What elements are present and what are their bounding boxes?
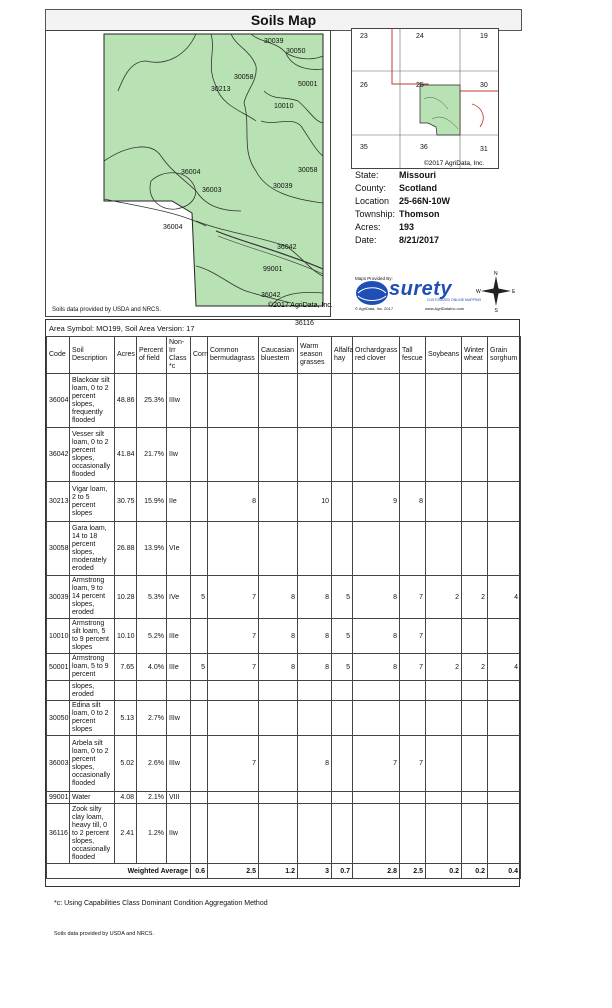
cell-soy [426,736,462,792]
area-symbol: Area Symbol: MO199, Soil Area Version: 17 [49,324,195,333]
map-unit-label: 30213 [211,86,231,93]
cell-code: 50001 [47,654,70,681]
cell-alfalfa [332,374,353,428]
column-header: Common bermudagrass [208,337,259,374]
cell-soy [426,681,462,701]
cell-warm: 8 [298,576,332,619]
cell-cls [167,681,191,701]
table-header-row [47,337,521,374]
cell-desc: Water [70,792,115,804]
weighted-average-row [47,864,521,879]
cell-orchard [353,792,400,804]
cell-corn [191,804,208,864]
weighted-warm: 3 [298,864,332,879]
cell-wheat: 2 [462,576,488,619]
cell-orchard [353,804,400,864]
cell-wheat [462,804,488,864]
cell-warm [298,701,332,736]
surety-website: www.AgriDataInc.com [425,306,465,311]
column-header: Percent of field [137,337,167,374]
cell-sorghum [488,681,521,701]
cell-soy [426,522,462,576]
map-unit-label: 30058 [298,167,318,174]
cell-pct: 2.7% [137,701,167,736]
cell-caucasian [259,701,298,736]
cell-soy [426,792,462,804]
cell-code: 30213 [47,482,70,522]
table-row [47,701,521,736]
county-label: County: [355,183,387,193]
cell-wheat [462,792,488,804]
cell-alfalfa [332,804,353,864]
compass-w: W [476,289,481,295]
cell-acres: 30.75 [115,482,137,522]
cell-pct: 1.2% [137,804,167,864]
map-unit-label: 36116 [295,320,314,327]
table-row [47,522,521,576]
cell-warm [298,428,332,482]
cell-wheat [462,736,488,792]
cell-alfalfa [332,428,353,482]
cell-cls: IVe [167,576,191,619]
cell-bermuda: 7 [208,654,259,681]
date-label: Date: [355,235,377,245]
cell-acres: 10.28 [115,576,137,619]
cell-bermuda [208,522,259,576]
location-label: Location [355,196,390,206]
cell-fescue [400,522,426,576]
cell-bermuda [208,701,259,736]
cell-warm: 8 [298,619,332,654]
cell-caucasian [259,428,298,482]
cell-soy [426,619,462,654]
cell-warm: 10 [298,482,332,522]
cell-wheat [462,681,488,701]
cell-alfalfa [332,792,353,804]
cell-bermuda: 8 [208,482,259,522]
cell-bermuda [208,374,259,428]
cell-alfalfa: 5 [332,654,353,681]
cell-desc: Vesser silt loam, 0 to 2 percent slopes, occasionally flooded [70,428,115,482]
cell-bermuda [208,804,259,864]
cell-warm [298,374,332,428]
cell-alfalfa [332,482,353,522]
cell-alfalfa: 5 [332,619,353,654]
cell-cls: IIIe [167,654,191,681]
map-unit-label: 30039 [273,183,293,190]
cell-caucasian [259,792,298,804]
table-row [47,482,521,522]
weighted-corn: 0.6 [191,864,208,879]
cell-fescue: 7 [400,654,426,681]
cell-corn [191,522,208,576]
weighted-soy: 0.2 [426,864,462,879]
footnote: *c: Using Capabilities Class Dominant Condition Aggregation Method [54,900,268,907]
table-row [47,428,521,482]
section-number: 19 [480,33,488,40]
cell-caucasian: 8 [259,576,298,619]
cell-bermuda: 7 [208,619,259,654]
cell-orchard [353,374,400,428]
cell-code: 30039 [47,576,70,619]
cell-cls: IIIw [167,374,191,428]
cell-pct: 5.3% [137,576,167,619]
map-unit-label: 36042 [261,292,281,299]
cell-soy [426,482,462,522]
surety-brand: surety [389,278,453,300]
cell-caucasian: 8 [259,654,298,681]
cell-sorghum: 4 [488,654,521,681]
map-data-credit: Soils data provided by USDA and NRCS. [52,307,162,313]
cell-cls: IIIw [167,701,191,736]
cell-desc: Blackoar silt loam, 0 to 2 percent slopes, frequently flooded [70,374,115,428]
cell-pct: 13.9% [137,522,167,576]
weighted-average-label: Weighted Average [47,864,191,879]
compass-e: E [512,289,516,295]
cell-orchard: 8 [353,654,400,681]
map-unit-label: 30058 [234,74,254,81]
cell-desc: Armstrong loam, 5 to 9 percent [70,654,115,681]
cell-acres: 4.08 [115,792,137,804]
section-number: 36 [420,144,428,151]
section-number: 24 [416,33,424,40]
column-header: Soil Description [70,337,115,374]
cell-sorghum: 4 [488,576,521,619]
county-value: Scotland [399,183,438,193]
cell-cls: IIIw [167,736,191,792]
cell-acres: 48.86 [115,374,137,428]
cell-code: 10010 [47,619,70,654]
table-row [47,792,521,804]
column-header: Non-Irr Class *c [167,337,191,374]
cell-code: 36042 [47,428,70,482]
column-header: Orchardgrass red clover [353,337,400,374]
section-number: 35 [360,144,368,151]
cell-bermuda: 7 [208,576,259,619]
footer-credit: Soils data provided by USDA and NRCS. [54,931,154,937]
cell-wheat [462,428,488,482]
cell-warm: 8 [298,736,332,792]
cell-cls: IIe [167,482,191,522]
cell-orchard: 9 [353,482,400,522]
cell-desc: Gara loam, 14 to 18 percent slopes, moderately eroded [70,522,115,576]
cell-acres: 2.41 [115,804,137,864]
cell-orchard [353,428,400,482]
cell-sorghum [488,522,521,576]
cell-acres: 7.65 [115,654,137,681]
weighted-sorghum: 0.4 [488,864,521,879]
surety-copyright: © AgriData, Inc. 2017 [355,306,394,311]
cell-wheat [462,522,488,576]
section-number: 31 [480,146,488,153]
map-unit-label: 36042 [277,244,297,251]
cell-sorghum [488,482,521,522]
compass-rose-icon [476,270,516,312]
section-number: 23 [360,33,368,40]
cell-cls: IIIe [167,619,191,654]
cell-wheat [462,701,488,736]
weighted-orchard: 2.8 [353,864,400,879]
cell-caucasian [259,374,298,428]
map-unit-label: 36004 [181,169,201,176]
section-number: 26 [360,82,368,89]
cell-fescue [400,792,426,804]
cell-corn [191,428,208,482]
locator-graphic [352,29,498,168]
map-unit-label: 50001 [298,81,318,88]
soils-table-panel [45,319,520,887]
cell-fescue [400,428,426,482]
weighted-wheat: 0.2 [462,864,488,879]
column-header: Tall fescue [400,337,426,374]
cell-pct [137,681,167,701]
column-header: Corn [191,337,208,374]
weighted-fescue: 2.5 [400,864,426,879]
table-row [47,654,521,681]
date-value: 8/21/2017 [399,235,440,245]
cell-desc: slopes, eroded [70,681,115,701]
column-header: Warm season grasses [298,337,332,374]
cell-alfalfa [332,681,353,701]
column-header: Soybeans [426,337,462,374]
state-value: Missouri [399,170,437,180]
cell-warm [298,792,332,804]
cell-cls: IIw [167,428,191,482]
cell-wheat: 2 [462,654,488,681]
cell-corn [191,482,208,522]
cell-corn: 5 [191,654,208,681]
cell-fescue: 7 [400,619,426,654]
cell-sorghum [488,428,521,482]
cell-corn [191,681,208,701]
cell-desc: Vigar loam, 2 to 5 percent slopes [70,482,115,522]
cell-pct: 5.2% [137,619,167,654]
map-unit-label: 30050 [286,48,306,55]
soils-table [46,336,521,879]
cell-corn [191,619,208,654]
cell-soy [426,701,462,736]
cell-wheat [462,482,488,522]
cell-fescue [400,374,426,428]
cell-orchard [353,522,400,576]
cell-desc: Armstrong loam, 9 to 14 percent slopes, eroded [70,576,115,619]
cell-code: 36004 [47,374,70,428]
cell-orchard [353,681,400,701]
cell-fescue [400,681,426,701]
cell-acres: 10.10 [115,619,137,654]
cell-alfalfa [332,701,353,736]
cell-desc: Edina silt loam, 0 to 2 percent slopes [70,701,115,736]
globe-icon [355,280,389,306]
cell-code: 30050 [47,701,70,736]
cell-alfalfa [332,736,353,792]
cell-soy [426,804,462,864]
cell-fescue: 8 [400,482,426,522]
cell-wheat [462,619,488,654]
map-unit-label: 10010 [274,103,294,110]
acres-label: Acres: [355,222,381,232]
cell-warm [298,804,332,864]
cell-wheat [462,374,488,428]
cell-corn [191,374,208,428]
cell-corn [191,792,208,804]
cell-pct: 25.3% [137,374,167,428]
cell-cls: VIe [167,522,191,576]
cell-caucasian [259,804,298,864]
cell-corn [191,736,208,792]
section-number: 25 [416,82,424,89]
cell-acres [115,681,137,701]
cell-bermuda [208,792,259,804]
cell-sorghum [488,792,521,804]
cell-pct: 21.7% [137,428,167,482]
table-row [47,681,521,701]
cell-soy: 2 [426,576,462,619]
table-row [47,576,521,619]
cell-caucasian: 8 [259,619,298,654]
cell-fescue: 7 [400,576,426,619]
compass-n: N [494,271,498,277]
cell-orchard: 8 [353,619,400,654]
cell-alfalfa: 5 [332,576,353,619]
cell-fescue: 7 [400,736,426,792]
table-row [47,374,521,428]
locator-map [351,28,499,169]
cell-cls: IIw [167,804,191,864]
cell-pct: 2.6% [137,736,167,792]
cell-corn [191,701,208,736]
cell-pct: 2.1% [137,792,167,804]
location-value: 25-66N-10W [399,196,451,206]
surety-tagline: CUSTOMIZED ONLINE MAPPING [427,298,482,302]
table-row [47,804,521,864]
cell-acres: 26.88 [115,522,137,576]
column-header: Code [47,337,70,374]
cell-sorghum [488,701,521,736]
map-unit-label: 36004 [163,224,183,231]
acres-value: 193 [399,222,415,232]
cell-sorghum [488,619,521,654]
cell-desc: Armstrong silt loam, 5 to 9 percent slopes [70,619,115,654]
cell-desc: Arbela silt loam, 0 to 2 percent slopes, occasionally flooded [70,736,115,792]
cell-bermuda [208,428,259,482]
cell-caucasian [259,522,298,576]
cell-code: 99001 [47,792,70,804]
soils-map [45,30,333,327]
cell-fescue [400,701,426,736]
township-label: Township: [355,209,396,219]
cell-warm: 8 [298,654,332,681]
map-unit-label: 36003 [202,187,222,194]
cell-orchard [353,701,400,736]
soils-map-graphic [46,31,333,327]
map-unit-label: 99001 [263,266,283,273]
cell-sorghum [488,736,521,792]
weighted-bermuda: 2.5 [208,864,259,879]
cell-desc: Zook silty clay loam, heavy till, 0 to 2 percent slopes, occasionally flooded [70,804,115,864]
state-label: State: [355,170,379,180]
map-copyright: ©2017 AgriData, Inc. [268,302,333,309]
column-header: Acres [115,337,137,374]
cell-acres: 5.02 [115,736,137,792]
cell-sorghum [488,374,521,428]
cell-code: 36116 [47,804,70,864]
column-header: Caucasian bluestem [259,337,298,374]
column-header: Grain sorghum [488,337,521,374]
map-unit-label: 30039 [264,38,284,45]
cell-soy [426,428,462,482]
cell-code: 36003 [47,736,70,792]
cell-acres: 41.84 [115,428,137,482]
cell-caucasian [259,681,298,701]
cell-warm [298,681,332,701]
cell-cls: VIII [167,792,191,804]
cell-code: 30058 [47,522,70,576]
cell-soy [426,374,462,428]
cell-orchard: 8 [353,576,400,619]
cell-sorghum [488,804,521,864]
cell-bermuda: 7 [208,736,259,792]
cell-warm [298,522,332,576]
table-row [47,736,521,792]
cell-alfalfa [332,522,353,576]
column-header: Alfalfa hay [332,337,353,374]
cell-corn: 5 [191,576,208,619]
cell-orchard: 7 [353,736,400,792]
location-info [355,169,450,247]
compass-s: S [494,308,498,314]
cell-bermuda [208,681,259,701]
locator-copyright: ©2017 AgriData, Inc. [424,160,485,167]
cell-code [47,681,70,701]
weighted-caucasian: 1.2 [259,864,298,879]
cell-fescue [400,804,426,864]
township-value: Thomson [399,209,440,219]
cell-soy: 2 [426,654,462,681]
cell-pct: 4.0% [137,654,167,681]
cell-caucasian [259,736,298,792]
cell-caucasian [259,482,298,522]
cell-pct: 15.9% [137,482,167,522]
weighted-alfalfa: 0.7 [332,864,353,879]
column-header: Winter wheat [462,337,488,374]
table-row [47,619,521,654]
section-number: 30 [480,82,488,89]
cell-acres: 5.13 [115,701,137,736]
maps-provided-by: Maps Provided By: [355,276,393,281]
page-title: Soils Map [45,9,522,31]
